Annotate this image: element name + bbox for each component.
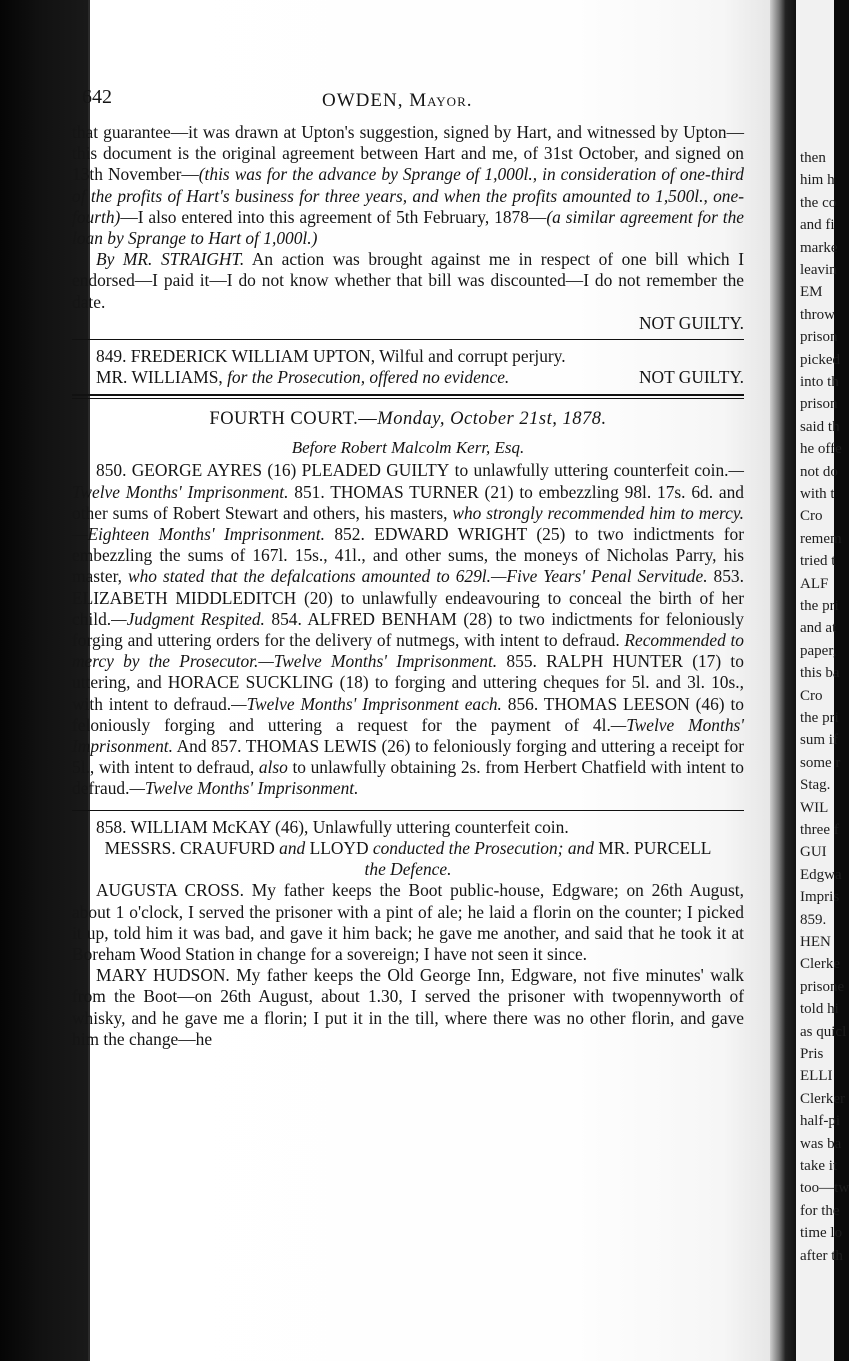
facing-page-line: Stag. bbox=[800, 777, 831, 794]
case-849 bbox=[72, 346, 744, 367]
divider bbox=[72, 339, 744, 340]
page-content bbox=[72, 82, 744, 1050]
case-858-title: 858. WILLIAM McKAY (46), Unlawfully uttering counterfeit coin. bbox=[96, 816, 569, 837]
witness-augusta-cross: AUGUSTA CROSS. My father keeps the Boot public-house, Edgware; on 26th August, about 1 o'clock, I served the prisoner with a pint of ale; he laid a florin on the counter; I picked it up, told him it was bad, and gave it him back; he gave me another, and said that he took it at Boreham Wood Station in change for a sovereign; I have not seen it since. bbox=[72, 880, 744, 964]
witness-mary-hudson: MARY HUDSON. My father keeps the Old George Inn, Edgware, not five minutes' walk from the Boot—on 26th August, about 1.30, I served the prisoner with twopennyworth of whisky, and he gave me a florin; I put it in the till, where there was no other florin, and gave him the change—he bbox=[72, 965, 744, 1049]
facing-page-line: told hi bbox=[800, 1001, 839, 1018]
verdict: NOT GUILTY. bbox=[639, 312, 744, 333]
case-858-counsel: MESSRS. CRAUFURD and LLOYD conducted the Prosecution; and MR. PURCELL the Defence. bbox=[104, 837, 712, 880]
court-heading: FOURTH COURT.—Monday, October 21st, 1878. bbox=[209, 409, 607, 430]
before-judge: Before Robert Malcolm Kerr, Esq. bbox=[291, 438, 525, 458]
book-gutter bbox=[770, 0, 796, 1361]
facing-page-line: prison bbox=[800, 396, 838, 413]
facing-page-line: the co bbox=[800, 194, 837, 211]
guilty-pleas: 850. GEORGE AYRES (16) PLEADED GUILTY to unlawfully uttering counterfeit coin.—Twelve Months' Imprisonment. 851. THOMAS TURNER (21) to embezzling 98l. 17s. 6d. and other sums of Robert Stewart and others, his masters, who strongly recommended him to mercy.—Eighteen Months' Imprisonment. 852. EDWARD WRIGHT (25) to two indictments for embezzling the sums of 167l. 15s., 41l., and other sums, the moneys of Nicholas Parry, his master, who stated that the defalcations amounted to 629l.—Five Years' Penal Servitude. 853. ELIZABETH MIDDLEDITCH (20) to unlawfully endeavouring to conceal the birth of her child.—Judgment Respited. 854. ALFRED BENHAM (28) to two indictments for feloniously forging and uttering orders for the delivery of nutmegs, with intent to defraud. Recommended to mercy by the Prosecutor.—Twelve Months' Imprisonment. 855. RALPH HUNTER (17) to uttering, and HORACE SUCKLING (18) to forging and uttering cheques for 5l. and 3l. 10s., with intent to defraud.—Twelve Months' Imprisonment each. 856. THOMAS LEESON (46) to feloniously forging and uttering a request for the payment of 4l.—Twelve Months' Imprisonment. And 857. THOMAS LEWIS (26) to feloniously forging and uttering a receipt for 5l., with intent to defraud, also to unlawfully obtaining 2s. from Herbert Chatfield with intent to defraud.—Twelve Months' Imprisonment. bbox=[72, 460, 745, 799]
case-title: 849. FREDERICK WILLIAM UPTON, Wilful and corrupt perjury. bbox=[96, 346, 566, 367]
cross-examination: By MR. STRAIGHT. An action was brought against me in respect of one bill which I endorsed—I paid it—I do not know whether that bill was discounted—I do not remember the date. bbox=[72, 249, 744, 312]
facing-page-line: paper, bbox=[800, 642, 837, 659]
facing-page-fragment bbox=[796, 0, 849, 1361]
facing-page-line: take it bbox=[800, 1158, 838, 1174]
facing-page-line: throw bbox=[800, 306, 835, 323]
page-number: 642 bbox=[82, 86, 112, 108]
facing-page-line: Edgwa bbox=[800, 866, 842, 883]
facing-page-line: 859. bbox=[800, 911, 827, 928]
facing-page-line: this ba bbox=[800, 665, 840, 682]
facing-page-line: GUI bbox=[800, 844, 827, 861]
facing-page-line: with t bbox=[800, 486, 835, 502]
facing-page-line: time lo bbox=[800, 1225, 843, 1242]
testimony-continuation: that guarantee—it was drawn at Upton's suggestion, signed by Hart, and witnessed by Upton—this document is the original agreement between Hart and me, of 31st October, and signed on 13th November—(this was for the advance by Sprange of 1,000l., in consideration of one-third of the profits of Hart's business for three years, and when the profits amounted to 1,500l., one-fourth)—I also entered into this agreement of 5th February, 1878—(a similar agreement for the loan by Sprange to Hart of 1,000l.) bbox=[72, 122, 745, 249]
facing-page-line: prisone bbox=[800, 978, 845, 995]
cross-label: By MR. STRAIGHT. bbox=[96, 249, 245, 270]
facing-page-line: he offe bbox=[800, 441, 842, 458]
facing-page-line: tried t bbox=[800, 553, 836, 570]
facing-page-line: WIL bbox=[800, 799, 829, 816]
facing-page-line: ALF bbox=[800, 575, 829, 592]
facing-page-line: some r bbox=[800, 754, 841, 771]
facing-page-line: the pri bbox=[800, 598, 839, 614]
facing-page-line: Clerke bbox=[800, 956, 840, 973]
facing-page-line: after th bbox=[800, 1247, 843, 1264]
facing-page-line: into th bbox=[800, 374, 839, 390]
facing-page-line: picked bbox=[800, 351, 840, 368]
facing-page-line: Impris bbox=[800, 889, 840, 906]
facing-page-line: not do bbox=[800, 463, 838, 480]
case-849-counsel: MR. WILLIAMS, for the Prosecution, offered no evidence. NOT GUILTY. bbox=[96, 367, 744, 388]
facing-page-line: marke bbox=[800, 239, 838, 256]
facing-page-line: was ba bbox=[800, 1135, 842, 1152]
facing-page-line: then bbox=[800, 150, 826, 166]
facing-page-line: prison bbox=[800, 329, 838, 346]
running-title: OWDEN, Mayor. bbox=[322, 90, 473, 111]
page-header bbox=[72, 82, 744, 122]
section-divider bbox=[72, 394, 744, 399]
facing-page-line: the pri bbox=[800, 710, 839, 726]
facing-page-line: remem bbox=[800, 530, 842, 547]
divider bbox=[72, 810, 744, 811]
facing-page-line: EM bbox=[800, 284, 823, 301]
facing-page-line: Pris bbox=[800, 1046, 824, 1062]
facing-page-line: Cro bbox=[800, 687, 823, 704]
facing-page-line: for the bbox=[800, 1202, 840, 1219]
facing-page-line: Clerker bbox=[800, 1090, 845, 1107]
facing-page-line: half-pi bbox=[800, 1113, 840, 1130]
facing-page-line: said th bbox=[800, 418, 840, 435]
facing-page-line: Cro bbox=[800, 508, 823, 525]
facing-page-line: as quicl bbox=[800, 1023, 847, 1040]
facing-page-line: and fi bbox=[800, 217, 835, 234]
facing-page-line: three f bbox=[800, 822, 839, 838]
facing-page-line: sum if bbox=[800, 732, 838, 749]
facing-page-line: HEN bbox=[800, 934, 831, 950]
facing-page-line: and at bbox=[800, 620, 837, 637]
facing-page-line: leavin bbox=[800, 262, 837, 278]
facing-page-line: ELLI bbox=[800, 1068, 833, 1085]
facing-page-line: too—tw bbox=[800, 1180, 849, 1197]
facing-page-line: him h bbox=[800, 172, 835, 189]
